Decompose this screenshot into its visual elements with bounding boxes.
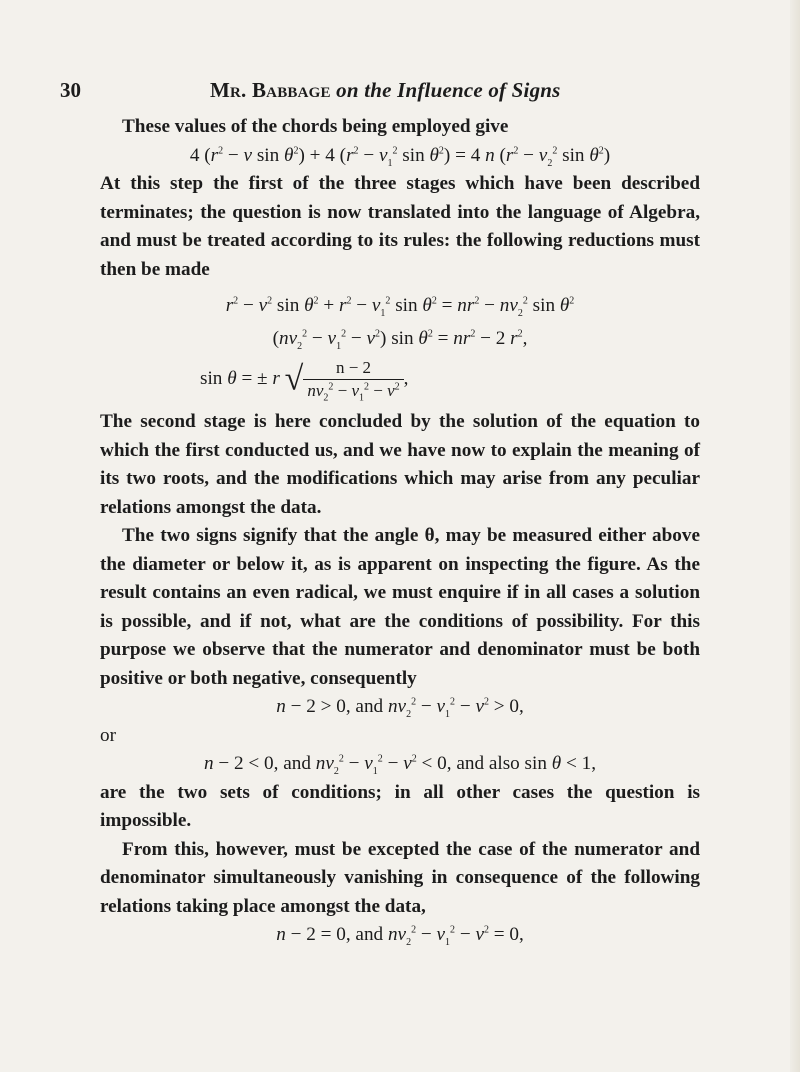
equation-solution: sin θ = ± r √ $\frac{n - 2}{nv_2^2 - v_1^2 - v^2}$ ,	[200, 358, 409, 404]
fraction-denominator: $nv_2^2 - v_1^2 - v^2$	[303, 379, 403, 402]
paragraph-4: The two signs signify that the angle θ, may be measured either above the diameter or below it, as is apparent on inspecting the figure. As the result contains an even radical, we must enquire if in all cases a solution is possible, and if not, what are the conditions of possibility. For this purpose we observe that the numerator and denominator must be both positive or both negative, consequently	[100, 525, 700, 689]
paragraph-6: From this, however, must be excepted the case of the numerator and denominator simultaneously vanishing in consequence of the following relations taking place amongst the data,	[100, 838, 700, 917]
fraction-numerator: n − 2	[335, 358, 372, 377]
paragraph-5: are the two sets of conditions; in all other cases the question is impossible.	[100, 781, 700, 831]
running-title-author: Mr. Babbage	[210, 78, 331, 102]
running-title	[210, 78, 561, 103]
equation-reduction-1: $r^2 - v^2$ $\sin \theta^2 + r^2 - v_1^2$ $\sin \theta^2 = nr^2 - nv_2^2$ $\sin \theta^2$	[225, 295, 575, 319]
paragraph-1: These values of the chords being employed give	[122, 116, 509, 137]
paragraph-2: At this step the first of the three stages which have been described terminates; the question is now translated into the language of Algebra, and must be treated according to its rules: the following reductions must then be made	[100, 173, 700, 280]
page-edge	[790, 0, 800, 1072]
paragraph-3: The second stage is here concluded by the solution of the equation to which the first conducted us, and we have now to explain the meaning of its two roots, and the modifications which may arise from any peculiar relations amongst the data.	[100, 411, 700, 518]
page-number: 30	[60, 78, 81, 102]
equation-vanishing: n − 2 = 0, and $nv_2^2 - v_1^2 - v^2 = 0$,	[276, 924, 524, 948]
radical-sign: √	[284, 360, 304, 398]
equation-reduction-2: $(nv_2^2 - v_1^2 - v^2)$ $\sin \theta^2 = nr^2 - 2$ $r^2$,	[272, 327, 528, 352]
equation-conditions-2: n − 2 < 0, and $nv_2^2 - v_1^2 - v^2 < 0$, and also sin θ < 1,	[204, 753, 596, 777]
fraction	[303, 357, 403, 402]
or-label: or	[100, 724, 116, 746]
equation-conditions-1: n − 2 > 0, and $nv_2^2 - v_1^2 - v^2 > 0$,	[276, 696, 524, 720]
equation-chords: 4 ($r^2 - v$ $\sin \theta^2) + 4$ ($r^2 - v_1^2$ $\sin \theta^2) = 4$ n ($r^2 - v_2^2$ $\sin \theta^2$)	[189, 144, 611, 169]
page-body	[100, 113, 700, 950]
running-title-rest: on the Influence of Signs	[336, 78, 561, 102]
page-header	[60, 78, 690, 108]
